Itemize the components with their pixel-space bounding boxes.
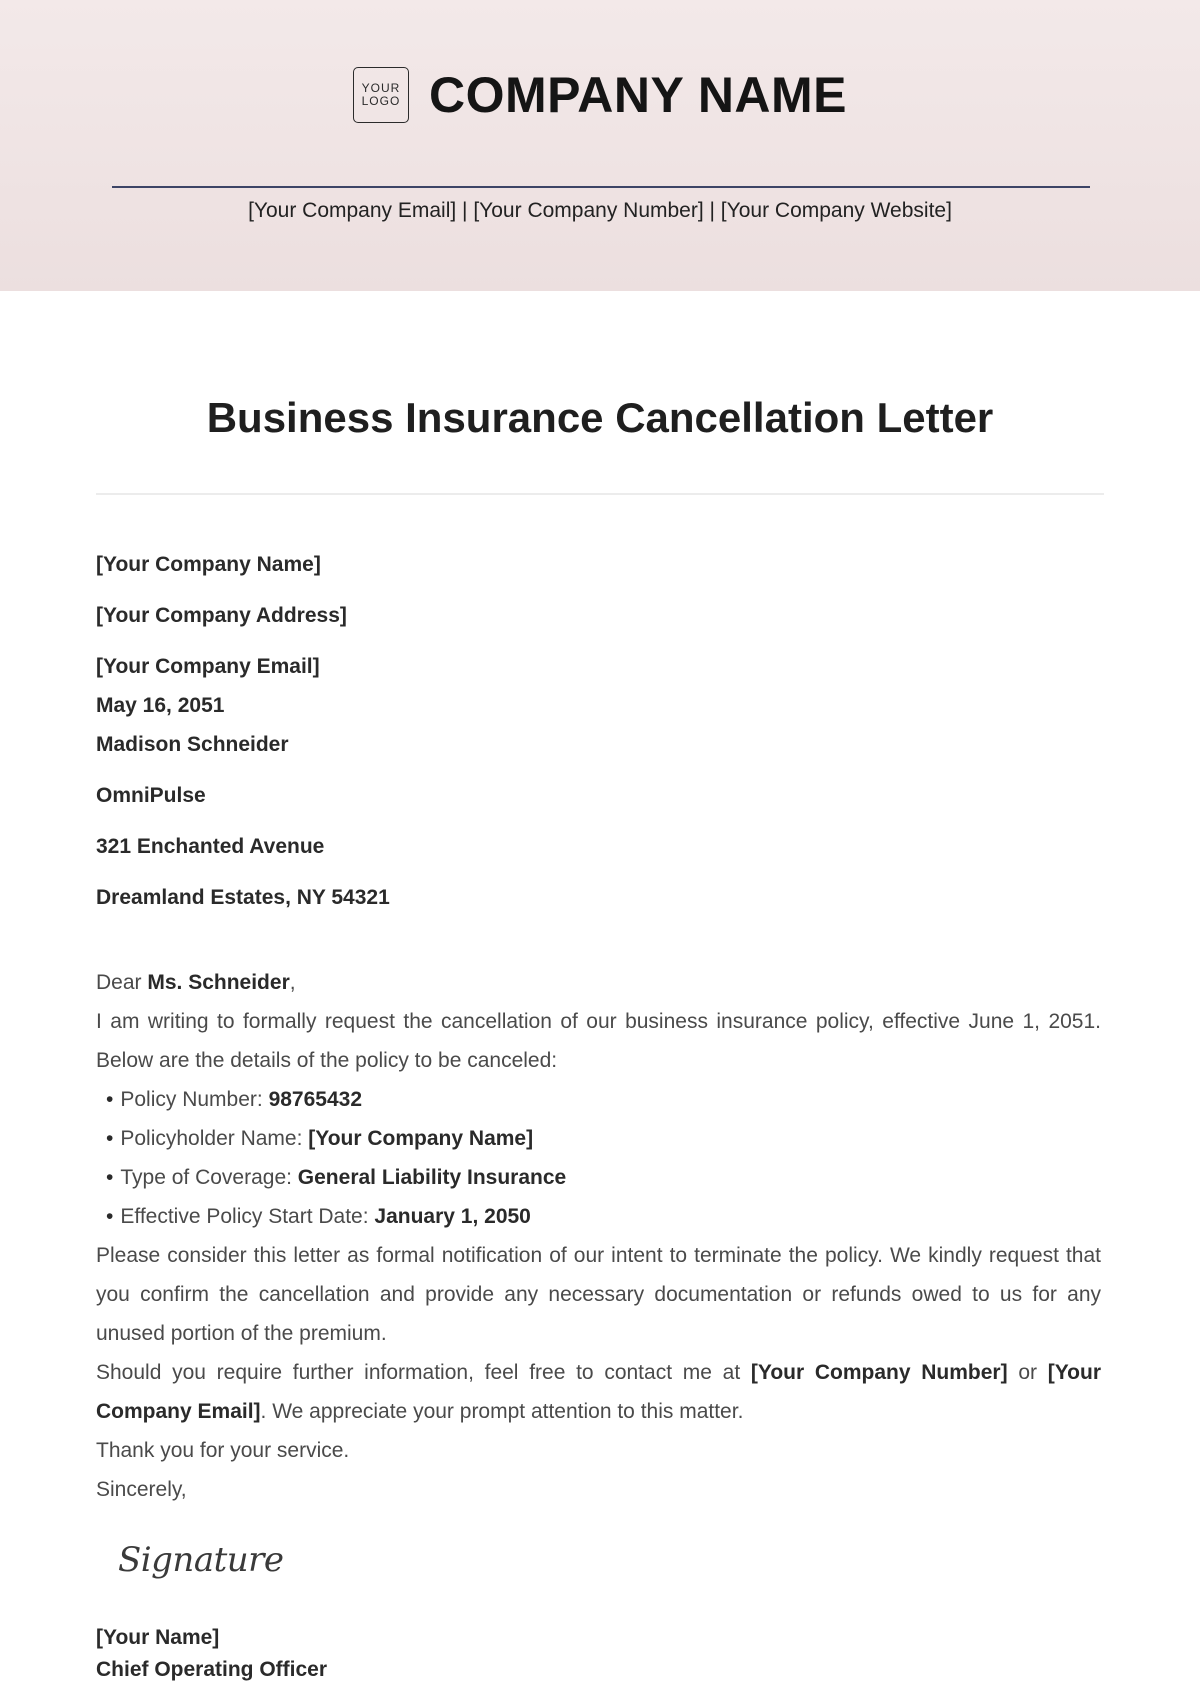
- detail-label: Effective Policy Start Date:: [120, 1205, 375, 1228]
- document-title: Business Insurance Cancellation Letter: [206, 394, 994, 441]
- detail-value: General Liability Insurance: [297, 1166, 567, 1189]
- recipient-city: Dreamland Estates, NY 54321: [96, 886, 390, 909]
- detail-value: [Your Company Name]: [308, 1127, 534, 1150]
- list-item: [96, 1119, 1101, 1158]
- closing-line: Sincerely,: [96, 1478, 187, 1501]
- contact-text: or: [1007, 1361, 1048, 1384]
- contact-text: . We appreciate your prompt attention to this matter.: [260, 1400, 744, 1423]
- salutation-name: Ms. Schneider: [147, 971, 290, 994]
- letter-date: May 16, 2051: [96, 694, 225, 717]
- salutation: [96, 963, 1101, 1002]
- title-divider: [96, 493, 1104, 495]
- detail-value: January 1, 2050: [374, 1205, 531, 1228]
- detail-label: Type of Coverage:: [120, 1166, 298, 1189]
- list-item: [96, 1158, 1101, 1197]
- detail-label: Policy Number:: [120, 1088, 269, 1111]
- recipient-name: Madison Schneider: [96, 733, 289, 756]
- policy-details-list: [96, 1080, 1101, 1236]
- signer-title: Chief Operating Officer: [96, 1658, 328, 1681]
- logo-placeholder: [353, 67, 409, 123]
- list-item: [96, 1197, 1101, 1236]
- recipient-street: 321 Enchanted Avenue: [96, 835, 325, 858]
- letter-body: [96, 963, 1101, 1509]
- intro-paragraph: I am writing to formally request the cancellation of our business insurance policy, effective June 1, 2051. Below are the details of the policy to be canceled:: [96, 1010, 1101, 1072]
- brand: [0, 66, 1200, 124]
- logo-text-line1: YOUR: [361, 81, 401, 95]
- contact-number: [Your Company Number]: [750, 1361, 1008, 1384]
- sender-name: [Your Company Name]: [96, 553, 321, 576]
- company-contact-line: [Your Company Email] | [Your Company Number] | [Your Company Website]: [248, 199, 952, 222]
- header-divider: [112, 186, 1090, 188]
- sender-email: [Your Company Email]: [96, 655, 320, 678]
- thanks-line: Thank you for your service.: [96, 1439, 350, 1462]
- request-paragraph: Please consider this letter as formal notification of our intent to terminate the policy. We kindly request that you confirm the cancellation and provide any necessary documentation or refunds owed to us for any unused portion of the premium.: [96, 1244, 1101, 1345]
- detail-value: 98765432: [268, 1088, 363, 1111]
- logo-text-line2: LOGO: [361, 94, 401, 108]
- contact-email: [Your Company Email]: [96, 1361, 1101, 1423]
- signer-name: [Your Name]: [96, 1626, 220, 1649]
- salutation-suffix: ,: [289, 971, 296, 994]
- contact-text: Should you require further information, feel free to contact me at: [96, 1361, 751, 1384]
- contact-paragraph: [96, 1353, 1101, 1431]
- salutation-prefix: Dear: [96, 971, 148, 994]
- recipient-company: OmniPulse: [96, 784, 206, 807]
- signature-script: Signature: [118, 1540, 284, 1580]
- detail-label: Policyholder Name:: [120, 1127, 309, 1150]
- list-item: [96, 1080, 1101, 1119]
- company-name: COMPANY NAME: [428, 67, 848, 123]
- letterhead: [0, 0, 1200, 291]
- sender-address: [Your Company Address]: [96, 604, 347, 627]
